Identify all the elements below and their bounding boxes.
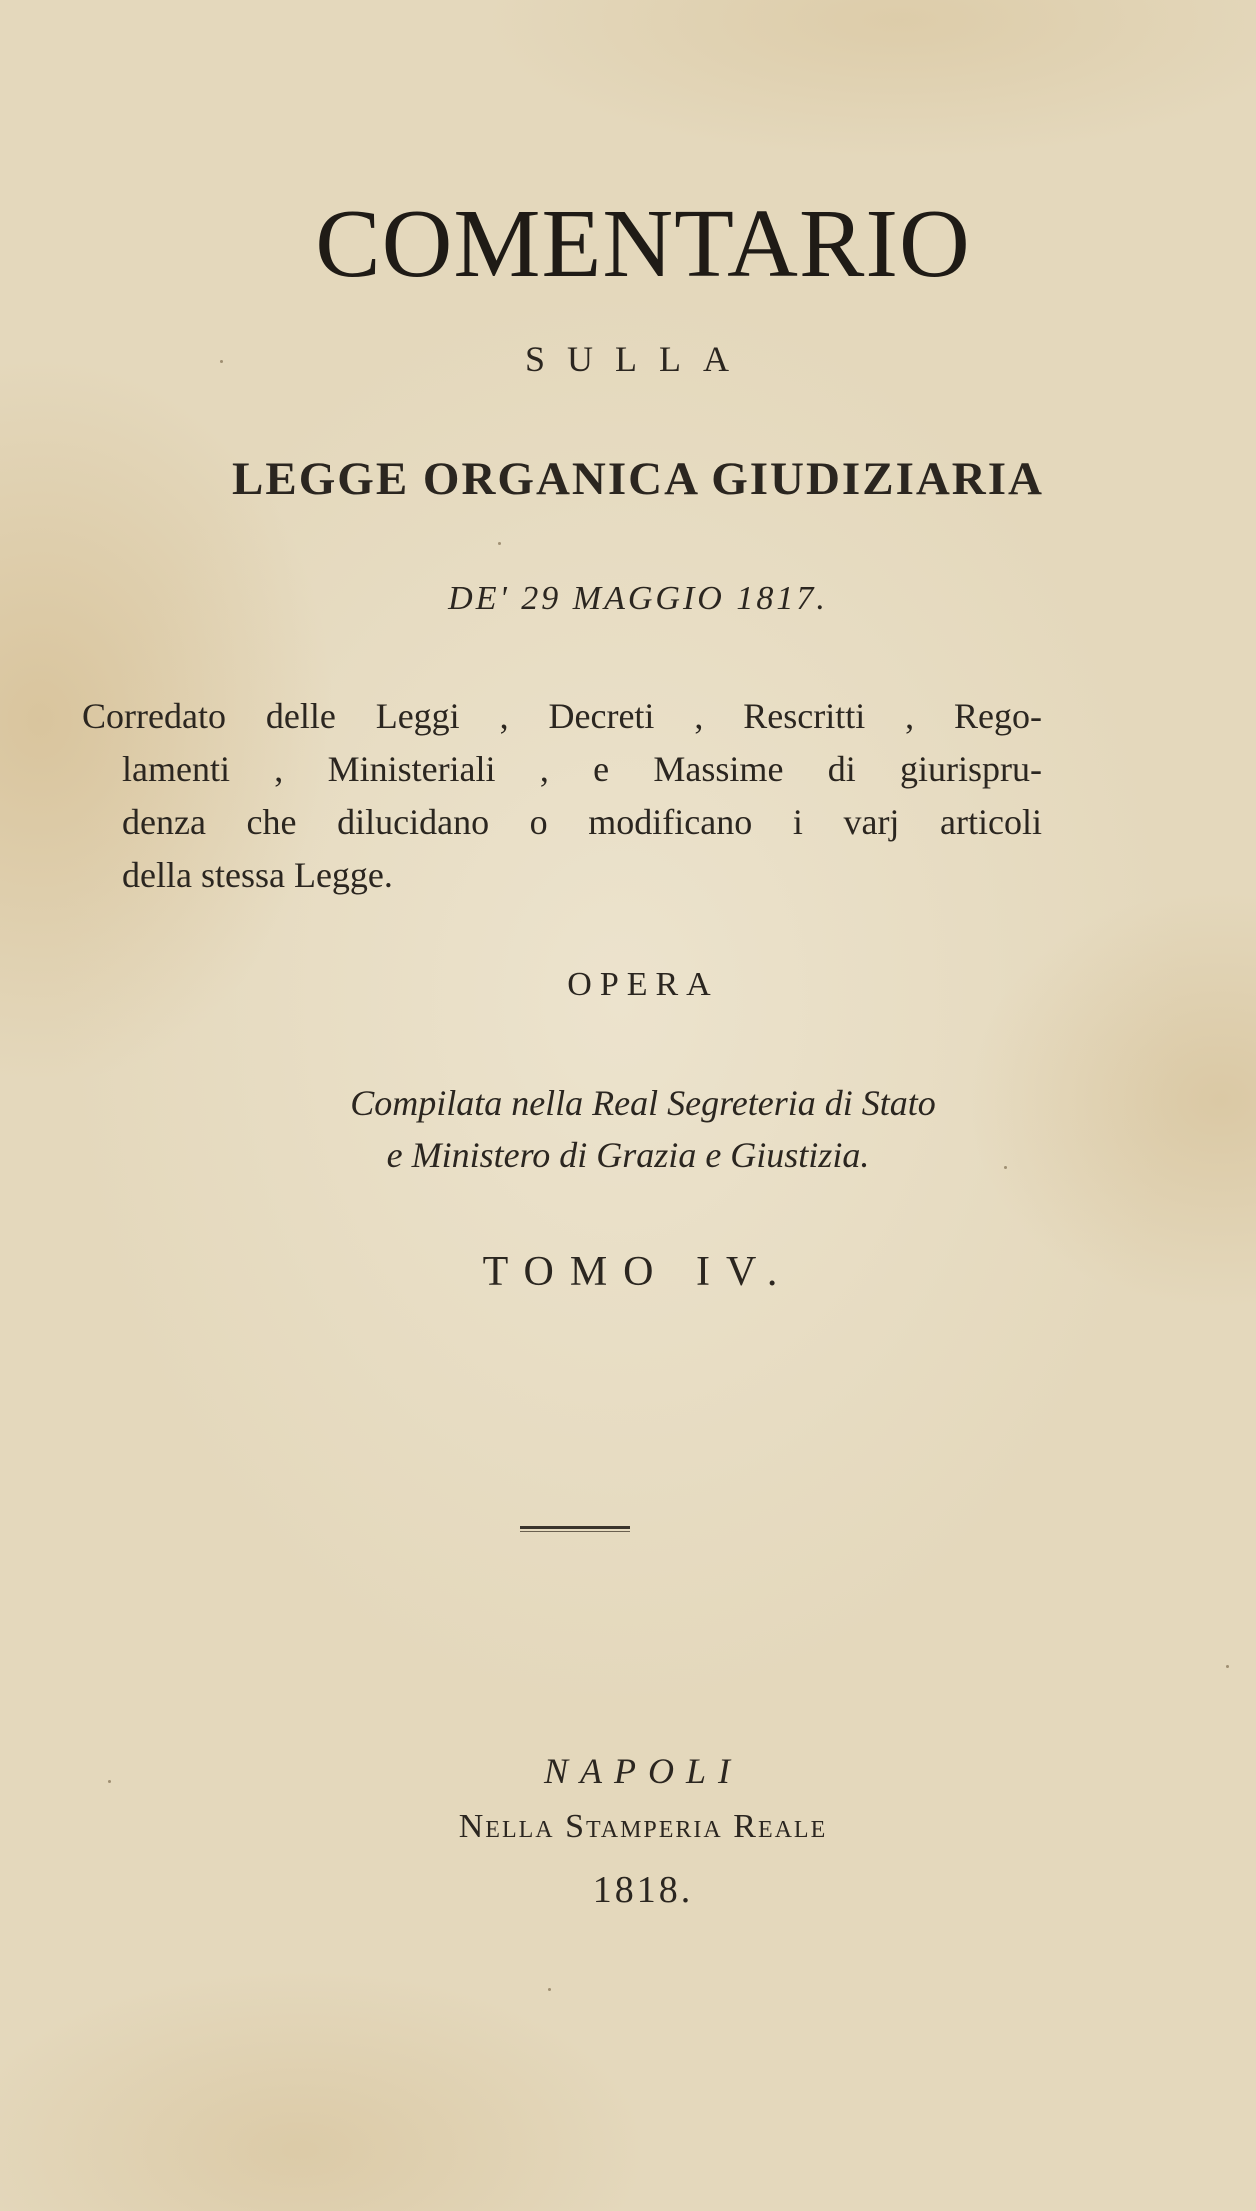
title-connector: SULLA [525,339,751,379]
imprint-city: NAPOLI [544,1751,742,1791]
description-line: Corredato delle Leggi , Decreti , Rescritti , Rego- [82,696,1042,736]
description-line: della stessa Legge. [122,855,393,895]
paper-speck [108,1780,111,1783]
imprint-printer: Nella Stamperia Reale [458,1808,828,1845]
law-date: DE' 29 MAGGIO 1817. [448,580,828,617]
imprint-year: 1818. [592,1869,694,1911]
volume-number: TOMO IV. [482,1249,794,1295]
paper-speck [220,360,223,363]
description-line: denza che dilucidano o modificano i varj articoli [122,802,1042,842]
paper-speck [1226,1665,1229,1668]
book-subject: LEGGE ORGANICA GIUDIZIARIA [232,453,1044,505]
divider-rule [520,1526,630,1532]
description-paragraph [82,690,1042,902]
paper-speck [498,542,501,545]
book-title: COMENTARIO [315,190,971,298]
paper-speck [548,1988,551,1991]
compiled-by-line: Compilata nella Real Segreteria di Stato [350,1083,936,1123]
paper-speck [1004,1166,1007,1169]
compiled-by-line: e Ministero di Grazia e Giustizia. [386,1135,870,1175]
work-label: OPERA [567,966,719,1003]
description-line: lamenti , Ministeriali , e Massime di giurispru- [122,749,1042,789]
